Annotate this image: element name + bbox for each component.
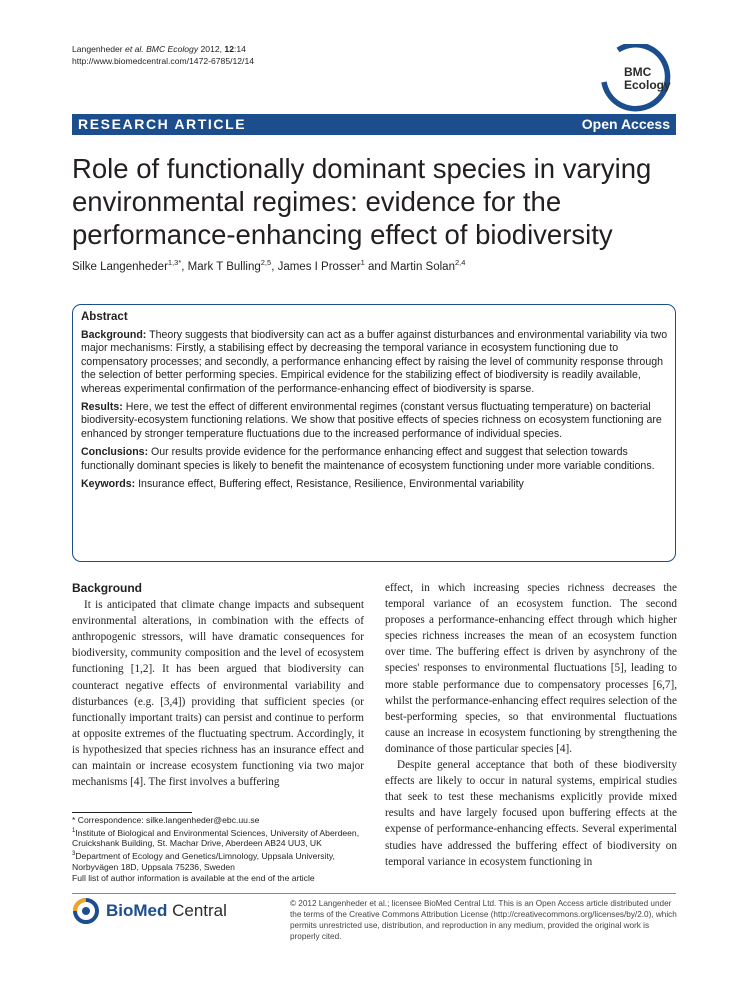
correspondence <box>72 815 364 826</box>
publisher-name <box>106 901 227 921</box>
citation-issue: :14 <box>233 44 246 54</box>
biomed-central-logo <box>72 898 242 924</box>
body-paragraph: effect, in which increasing species richness decreases the temporal variance of an ecosystem function. The second proposes a performance-enhancing effect through which higher species richness increases the mean of an ecosystem function over time. The buffering effect is driven by asynchrony of the species' responses to environmental fluctuations [5], leading to more stable performance due to compensatory processes [6,7], whilst the performance-enhancing effect requires selection of the best-performing species, so that environmental fluctuations cause an increase in ecosystem functioning by strengthening the dominance of those particular species [4]. <box>385 582 677 755</box>
author-name: Silke Langenheder <box>72 260 168 273</box>
affiliation <box>72 849 364 872</box>
abstract-results-label: Results: <box>81 401 123 414</box>
body-column-right <box>385 580 677 870</box>
abstract-conclusions-text: Our results provide evidence for the performance enhancing effect and suggest that selection towards functionally dominant species is likely to benefit the maintenance of ecosystem functioning under more variable conditions. <box>81 446 655 472</box>
author-separator: , <box>181 260 188 273</box>
abstract-background <box>81 329 669 396</box>
author-affiliation: 1,3* <box>167 258 182 267</box>
abstract-background-text: Theory suggests that biodiversity can act as a buffer against disturbances and environmental variability via two major mechanisms: Firstly, a stabilising effect by decreasing the temporal variance in ecosystem functioning due to compensatory processes; and secondly, a performance enhancing effect by raising the level of community response through the selection of better performing species. Empirical evidence for the stabilizing effect of biodiversity is readily available, whereas experimental confirmation of the performance-enhancing effect of biodiversity is sparse. <box>81 329 668 395</box>
body-paragraph: Despite general acceptance that both of these biodiversity effects are likely to occur in natural systems, empirical studies that seek to test these mechanisms explicitly provide mixed results and have largely focused upon buffering effects at the expense of performance-enhancing effects. Several experimental studies have addressed the buffering effect of biodiversity on temporal variance in ecosystem functioning in <box>385 759 677 868</box>
citation-header <box>72 43 254 67</box>
author-list <box>72 258 682 273</box>
abstract-keywords-text: Insurance effect, Buffering effect, Resistance, Resilience, Environmental variability <box>135 478 524 491</box>
logo-text-journal: Ecology <box>624 78 671 92</box>
author-separator: , <box>271 260 278 273</box>
correspondence-label: * Correspondence: <box>72 815 147 825</box>
article-type-banner <box>72 114 676 135</box>
biomed-central-swirl-icon <box>72 898 102 924</box>
body-paragraph: It is anticipated that climate change impacts and subsequent environmental alterations, in combination with the effects of anthropogenic stressors, will have dramatic consequences for biodiversity, community composition and the level of ecosystem functioning [1,2]. It has been argued that biodiversity can counteract negative effects of environmental variability and disturbances (e.g. [3,4]) providing that sufficient species (or functionally important traits) can persist and continue to perform at opposite extremes of the fluctuating spectrum. Accordingly, it is hypothesized that species richness has an insurance effect and can maintain or increase ecosystem functioning via two major mechanisms [4]. The first involves a buffering <box>72 599 364 789</box>
author-affiliation: 2,4 <box>454 258 466 267</box>
license-text: © 2012 Langenheder et al.; licensee BioMed Central Ltd. This is an Open Access article distributed under the terms of the Creative Commons Attribution License (http://creativecommons.org/licenses/by/2.0), which permits unrestricted use, distribution, and reproduction in any medium, provided the original work is properly cited. <box>290 899 677 941</box>
author-affiliation: 1 <box>360 258 365 267</box>
article-title: Role of functionally dominant species in varying environmental regimes: evidence for the performance-enhancing effect of biodiversity <box>72 153 652 250</box>
citation-year: 2012, <box>200 44 223 54</box>
correspondence-email[interactable]: silke.langenheder@ebc.uu.se <box>146 815 260 825</box>
citation-journal: et al. BMC Ecology <box>125 44 199 54</box>
publisher-name-rest: Central <box>167 901 227 920</box>
author-info-note: Full list of author information is available at the end of the article <box>72 872 315 883</box>
author-name: Martin Solan <box>390 260 455 273</box>
body-column-left <box>72 580 364 790</box>
abstract-results <box>81 401 669 441</box>
bmc-ecology-logo <box>598 44 672 118</box>
citation-author: Langenheder <box>72 44 123 54</box>
affiliation-number: 1 <box>72 827 76 834</box>
footnotes <box>72 815 364 884</box>
abstract-keywords-label: Keywords: <box>81 478 136 491</box>
open-access-label: Open Access <box>581 116 670 132</box>
affiliation-text: Department of Ecology and Genetics/Limnology, Uppsala University, Norbyvägen 18D, Uppsala 75236, Sweden <box>72 851 335 872</box>
publisher-name-bold: BioMed <box>106 901 168 920</box>
citation-url[interactable]: http://www.biomedcentral.com/1472-6785/12/14 <box>72 56 255 66</box>
section-heading-background: Background <box>72 581 143 595</box>
author-name: Mark T Bulling <box>187 260 261 273</box>
abstract-results-text: Here, we test the effect of different environmental regimes (constant versus fluctuating temperature) on bacterial biodiversity-ecosystem functioning relations. We show that positive effects of species richness on ecosystem functioning are enhanced by stronger temperature fluctuations due to the increased performance of individual species. <box>81 401 662 440</box>
abstract-box <box>72 304 676 562</box>
affiliation-text: Institute of Biological and Environmental Sciences, University of Aberdeen, Cruickshank Building, St. Machar Drive, Aberdeen AB24 UU3, UK <box>72 827 360 849</box>
logo-text-bmc: BMC <box>624 65 652 79</box>
article-type: RESEARCH ARTICLE <box>78 116 247 132</box>
abstract-keywords <box>81 478 669 491</box>
affiliation-number: 3 <box>72 851 76 858</box>
abstract-background-label: Background: <box>81 329 147 341</box>
abstract-conclusions-label: Conclusions: <box>81 446 149 459</box>
footer-divider <box>72 893 676 894</box>
author-name: James I Prosser <box>277 260 361 273</box>
author-affiliation: 2,5 <box>260 258 272 267</box>
author-separator: and <box>364 260 391 273</box>
abstract-heading: Abstract <box>81 311 128 323</box>
abstract-conclusions <box>81 446 669 473</box>
citation-volume: 12 <box>224 44 234 54</box>
affiliation <box>72 826 364 849</box>
footnote-divider <box>72 812 192 813</box>
